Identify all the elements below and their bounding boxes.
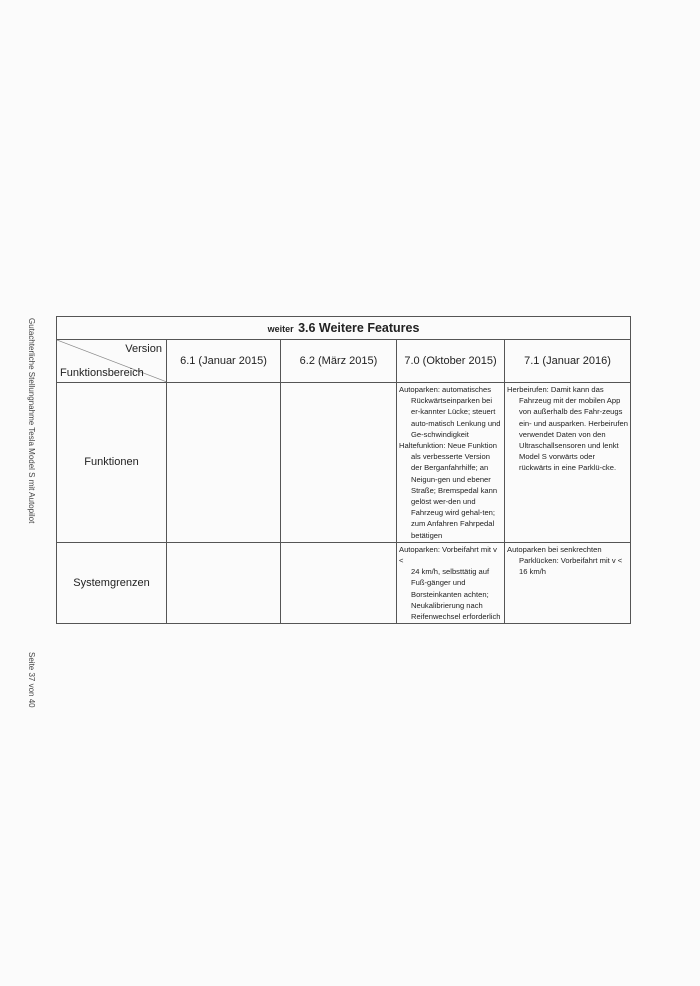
v71-sys-rest: Parklücken: Vorbeifahrt mit v < 16 km/h (519, 556, 623, 577)
corner-funktionsbereich-label: Funktionsbereich (60, 367, 144, 379)
v70-autoparken-rest: Rückwärtseinparken bei er-kannter Lücke; steuert auto-matisch Lenkung und Ge-schwindigkeit (411, 396, 501, 439)
column-header-v71: 7.1 (Januar 2016) (505, 340, 631, 383)
table-title-text: 3.6 Weitere Features (298, 321, 420, 335)
v71-herbeirufen-first: Herbeirufen: Damit kann das (507, 385, 604, 394)
table-row-funktionen (57, 383, 631, 543)
cell-systemgrenzen-v71 (505, 542, 631, 623)
document-side-header: Gutachterliche Stellungnahme Tesla Model S mit Autopilot (27, 318, 36, 524)
v70-haltefunktion-first: Haltefunktion: Neue Funktion (399, 441, 497, 451)
v71-herbeirufen-rest: Fahrzeug mit der mobilen App von außerhalb des Fahr-zeugs ein- und ausparken. Herbeirufen verwendet Daten von den Ultraschallsensoren und lenkt Model S vorwärts oder rückwärts in eine Parklü-cke. (519, 396, 628, 473)
cell-funktionen-v62 (281, 383, 397, 543)
cell-funktionen-v71 (505, 383, 631, 543)
cell-systemgrenzen-v70 (397, 542, 505, 623)
cell-funktionen-v61 (167, 383, 281, 543)
table-row-systemgrenzen (57, 542, 631, 623)
v70-haltefunktion-rest: als verbesserte Version der Berganfahrhilfe; an Neigun-gen und ebener Straße; Bremspedal kann gelöst wer-den und Fahrzeug wird gehal-ten; zum Anfahren Fahrpedal betätigen (411, 452, 498, 540)
cell-systemgrenzen-v61 (167, 542, 281, 623)
corner-header-cell (57, 340, 167, 383)
v70-sys-first: Autoparken: Vorbeifahrt mit v < (399, 544, 497, 566)
corner-version-label: Version (125, 343, 162, 355)
features-table (56, 316, 631, 624)
v70-sys-rest: 24 km/h, selbsttätig auf Fuß-gänger und Borsteinkanten achten; Neukalibrierung nach Reifenwechsel erforderlich (411, 567, 501, 622)
column-header-v70: 7.0 (Oktober 2015) (397, 340, 505, 383)
row-label-funktionen: Funktionen (57, 383, 167, 543)
page-number: Seite 37 von 40 (27, 652, 36, 708)
v71-sys-first: Autoparken bei senkrechten (507, 544, 602, 554)
column-header-v61: 6.1 (Januar 2015) (167, 340, 281, 383)
cell-systemgrenzen-v62 (281, 542, 397, 623)
cell-funktionen-v70 (397, 383, 505, 543)
v70-autoparken-first: Autoparken: automatisches (399, 385, 492, 394)
column-header-v62: 6.2 (März 2015) (281, 340, 397, 383)
table-title-prefix: weiter (267, 324, 294, 334)
table-title (57, 317, 631, 340)
row-label-systemgrenzen: Systemgrenzen (57, 542, 167, 623)
